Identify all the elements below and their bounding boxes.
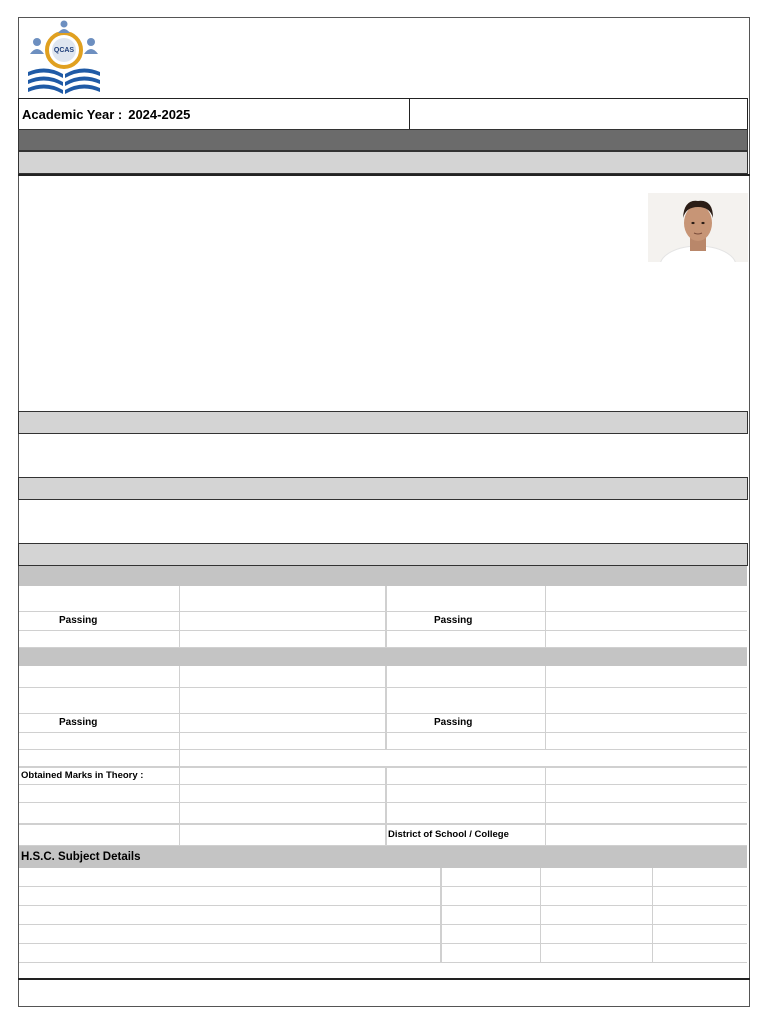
divider — [18, 174, 750, 176]
other-details-header — [18, 477, 748, 500]
academic-year-cell — [19, 99, 410, 129]
academic-year-label: Academic Year : — [22, 106, 123, 122]
district-label: District of School / College — [388, 829, 509, 840]
academic-year-right-cell — [410, 99, 747, 129]
hsc-subject-details-title: H.S.C. Subject Details — [21, 851, 141, 863]
hsc-passing-label-left: Passing — [59, 717, 98, 728]
student-photo — [648, 193, 748, 262]
obtained-marks-label: Obtained Marks in Theory : — [21, 770, 144, 781]
hsc-passing-label-right: Passing — [434, 717, 473, 728]
academic-year-value: 2024-2025 — [128, 106, 191, 122]
hsc-section-header — [19, 648, 747, 666]
bottom-divider — [18, 978, 750, 980]
academic-year-row — [18, 98, 748, 130]
qualification-details-header — [18, 543, 748, 566]
logo-text: QCAS — [53, 47, 75, 54]
institute-logo — [24, 20, 104, 96]
address-details-header — [18, 411, 748, 434]
ssc-passing-label-right: Passing — [434, 615, 473, 626]
ssc-passing-label-left: Passing — [59, 615, 98, 626]
ssc-section-header — [19, 566, 747, 586]
logo-graphic — [24, 20, 104, 96]
form-title-band — [18, 129, 748, 151]
personal-details-header — [18, 151, 748, 174]
hsc-subject-details-header — [19, 846, 747, 868]
